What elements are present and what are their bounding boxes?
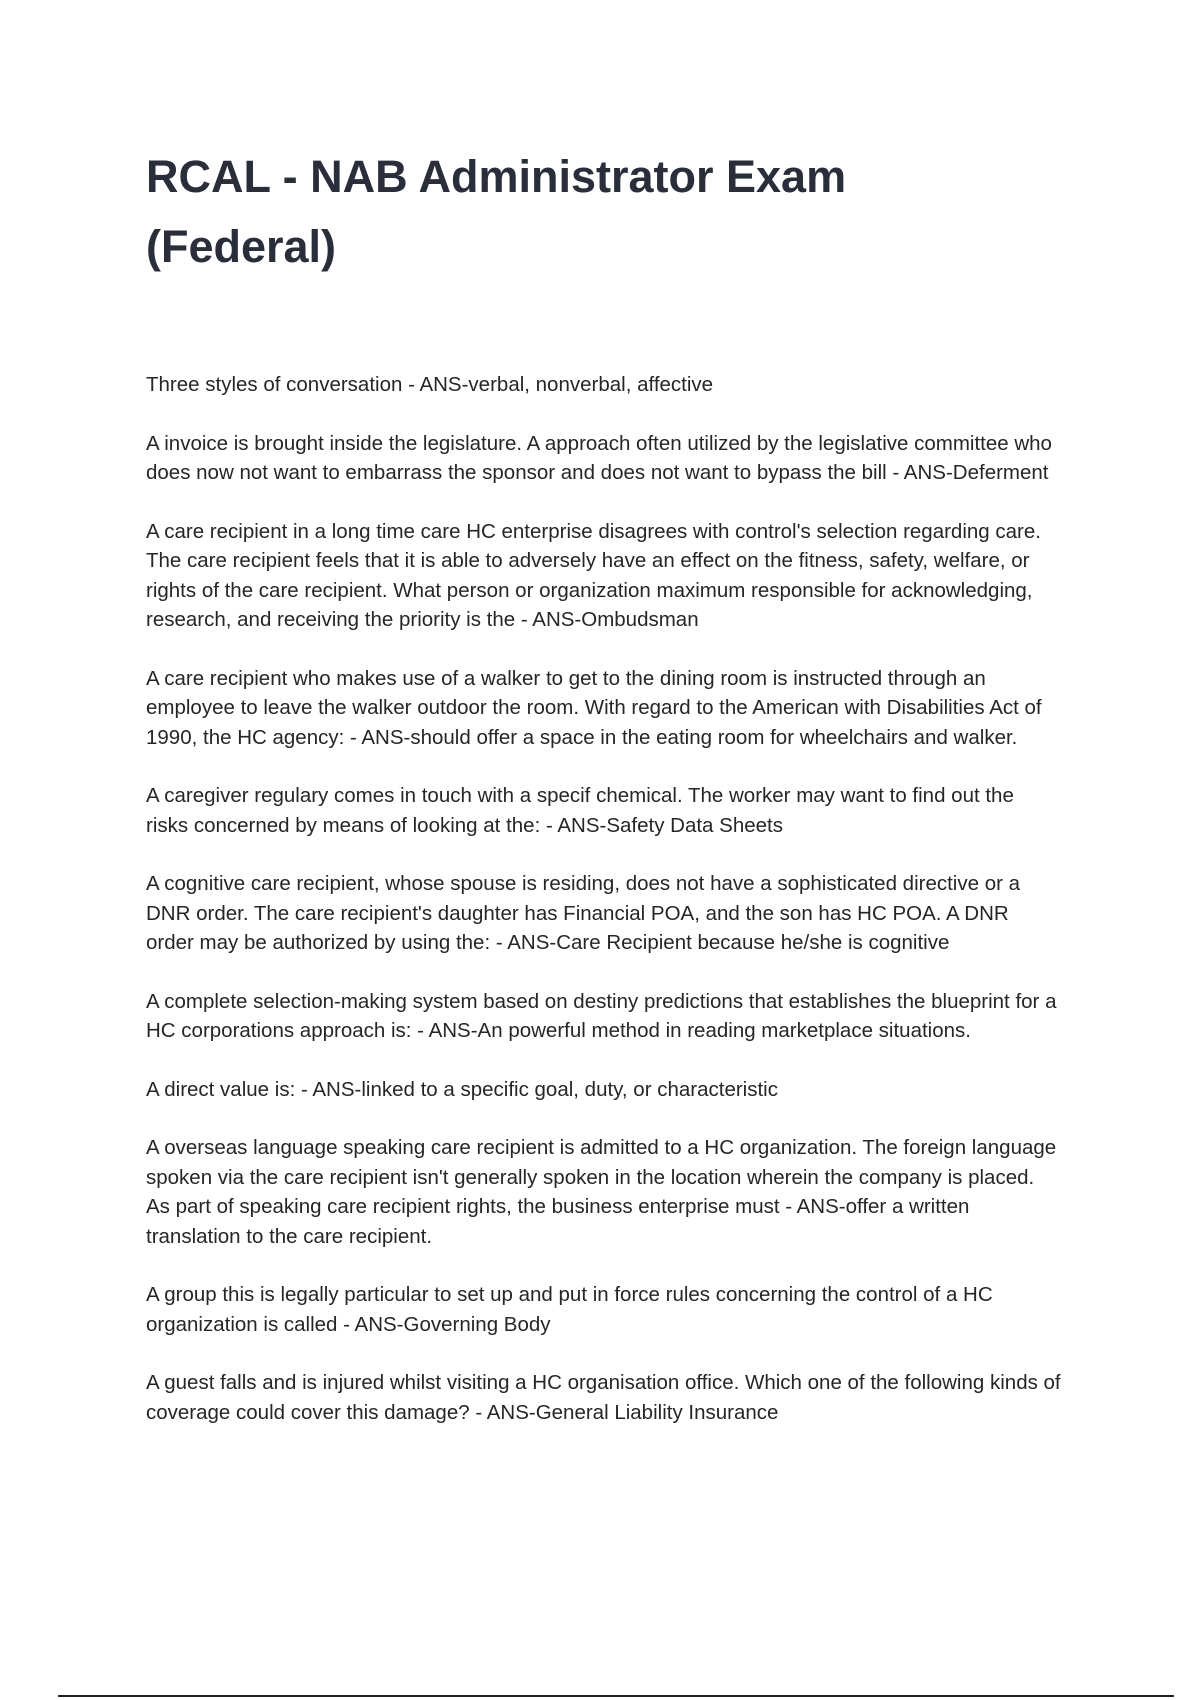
- qa-item: A direct value is: - ANS-linked to a specific goal, duty, or characteristic: [146, 1077, 778, 1101]
- document-title: RCAL - NAB Administrator Exam (Federal): [146, 151, 847, 272]
- qa-item: A complete selection-making system based on destiny predictions that establishes the blueprint for a HC corporations approach is: - ANS-An powerful method in reading marketplace situations.: [146, 989, 1057, 1042]
- qa-item: A group this is legally particular to set up and put in force rules concerning the control of a HC organization is called - ANS-Governing Body: [146, 1283, 993, 1336]
- qa-item: A caregiver regulary comes in touch with a specif chemical. The worker may want to find out the risks concerned by means of looking at the: - ANS-Safety Data Sheets: [146, 784, 1014, 837]
- qa-item: A care recipient in a long time care HC enterprise disagrees with control's selection regarding care. The care recipient feels that it is able to adversely have an effect on the fitness, safety, welfare, or rights of the care recipient. What person or organization maximum responsible for acknowledging, research, and receiving the priority is the - ANS-Ombudsman: [146, 519, 1041, 631]
- qa-item: Three styles of conversation - ANS-verbal, nonverbal, affective: [146, 373, 714, 396]
- qa-item: A guest falls and is injured whilst visiting a HC organisation office. Which one of the following kinds of coverage could cover this damage? - ANS-General Liability Insurance: [146, 1371, 1061, 1424]
- qa-list: [146, 370, 1061, 1456]
- qa-item: A invoice is brought inside the legislature. A approach often utilized by the legislative committee who does now not want to embarrass the sponsor and does not want to bypass the bill - ANS-Deferment: [146, 431, 1052, 484]
- page-bottom-divider: [58, 1695, 1174, 1697]
- qa-item: A overseas language speaking care recipient is admitted to a HC organization. The foreign language spoken via the care recipient isn't generally spoken in the location wherein the company is placed. As part of speaking care recipient rights, the business enterprise must - ANS-offer a written translation to the care recipient.: [146, 1136, 1057, 1248]
- qa-item: A care recipient who makes use of a walker to get to the dining room is instructed through an employee to leave the walker outdoor the room. With regard to the American with Disabilities Act of 1990, the HC agency: - ANS-should offer a space in the eating room for wheelchairs and walker.: [146, 666, 1042, 749]
- qa-item: A cognitive care recipient, whose spouse is residing, does not have a sophisticated directive or a DNR order. The care recipient's daughter has Financial POA, and the son has HC POA. A DNR order may be authorized by using the: - ANS-Care Recipient because he/she is cognitive: [146, 872, 1021, 954]
